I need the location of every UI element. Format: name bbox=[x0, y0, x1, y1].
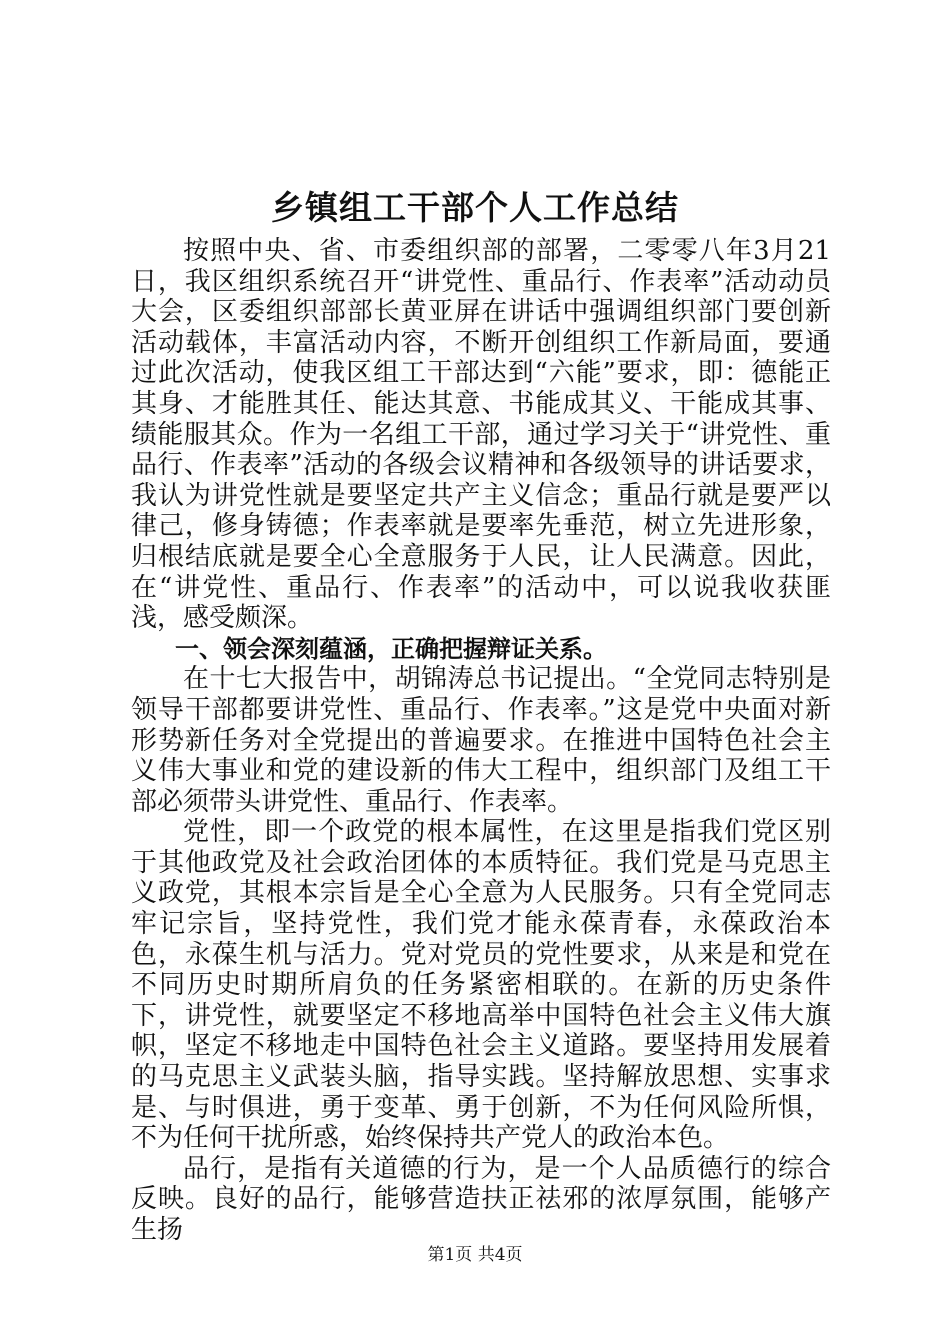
document-title: 乡镇组工干部个人工作总结 bbox=[271, 188, 679, 227]
body-paragraph: 在十七大报告中，胡锦涛总书记提出。“全党同志特别是领导干部都要讲党性、重品行、作表率。”这是党中央面对新形势新任务对全党提出的普遍要求。在推进中国特色社会主义伟大事业和党的建设新的伟大工程中，组织部门及组工干部必须带头讲党性、重品行、作表率。 bbox=[131, 664, 831, 817]
intro-paragraph: 按照中央、省、市委组织部的部署，二零零八年3月21日，我区组织系统召开“讲党性、重品行、作表率”活动动员大会，区委组织部部长黄亚屏在讲话中强调组织部门要创新活动载体，丰富活动内容，不断开创组织工作新局面，要通过此次活动，使我区组工干部达到“六能”要求，即：德能正其身、才能胜其任、能达其意、书能成其义、干能成其事、绩能服其众。作为一名组工干部，通过学习关于“讲党性、重品行、作表率”活动的各级会议精神和各级领导的讲话要求，我认为讲党性就是要坚定共产主义信念；重品行就是要严以律己，修身铸德；作表率就是要率先垂范，树立先进形象，归根结底就是要全心全意服务于人民，让人民满意。因此，在“讲党性、重品行、作表率”的活动中，可以说我收获匪浅，感受颇深。 bbox=[131, 236, 831, 634]
page-footer: 第1页 共4页 bbox=[427, 1245, 523, 1265]
section-heading: 一、领会深刻蕴涵，正确把握辩证关系。 bbox=[175, 634, 607, 663]
body-paragraph: 党性，即一个政党的根本属性，在这里是指我们党区别于其他政党及社会政治团体的本质特征。我们党是马克思主义政党，其根本宗旨是全心全意为人民服务。只有全党同志牢记宗旨，坚持党性，我们党才能永葆青春，永葆政治本色，永葆生机与活力。党对党员的党性要求，从来是和党在不同历史时期所肩负的任务紧密相联的。在新的历史条件下，讲党性，就要坚定不移地高举中国特色社会主义伟大旗帜，坚定不移地走中国特色社会主义道路。要坚持用发展着的马克思主义武装头脑，指导实践。坚持解放思想、实事求是、与时俱进，勇于变革、勇于创新，不为任何风险所惧，不为任何干扰所惑，始终保持共产党人的政治本色。 bbox=[131, 817, 831, 1154]
document-body bbox=[131, 236, 831, 1246]
body-paragraph: 品行，是指有关道德的行为，是一个人品质德行的综合反映。良好的品行，能够营造扶正祛邪的浓厚氛围，能够产生扬 bbox=[131, 1153, 831, 1245]
